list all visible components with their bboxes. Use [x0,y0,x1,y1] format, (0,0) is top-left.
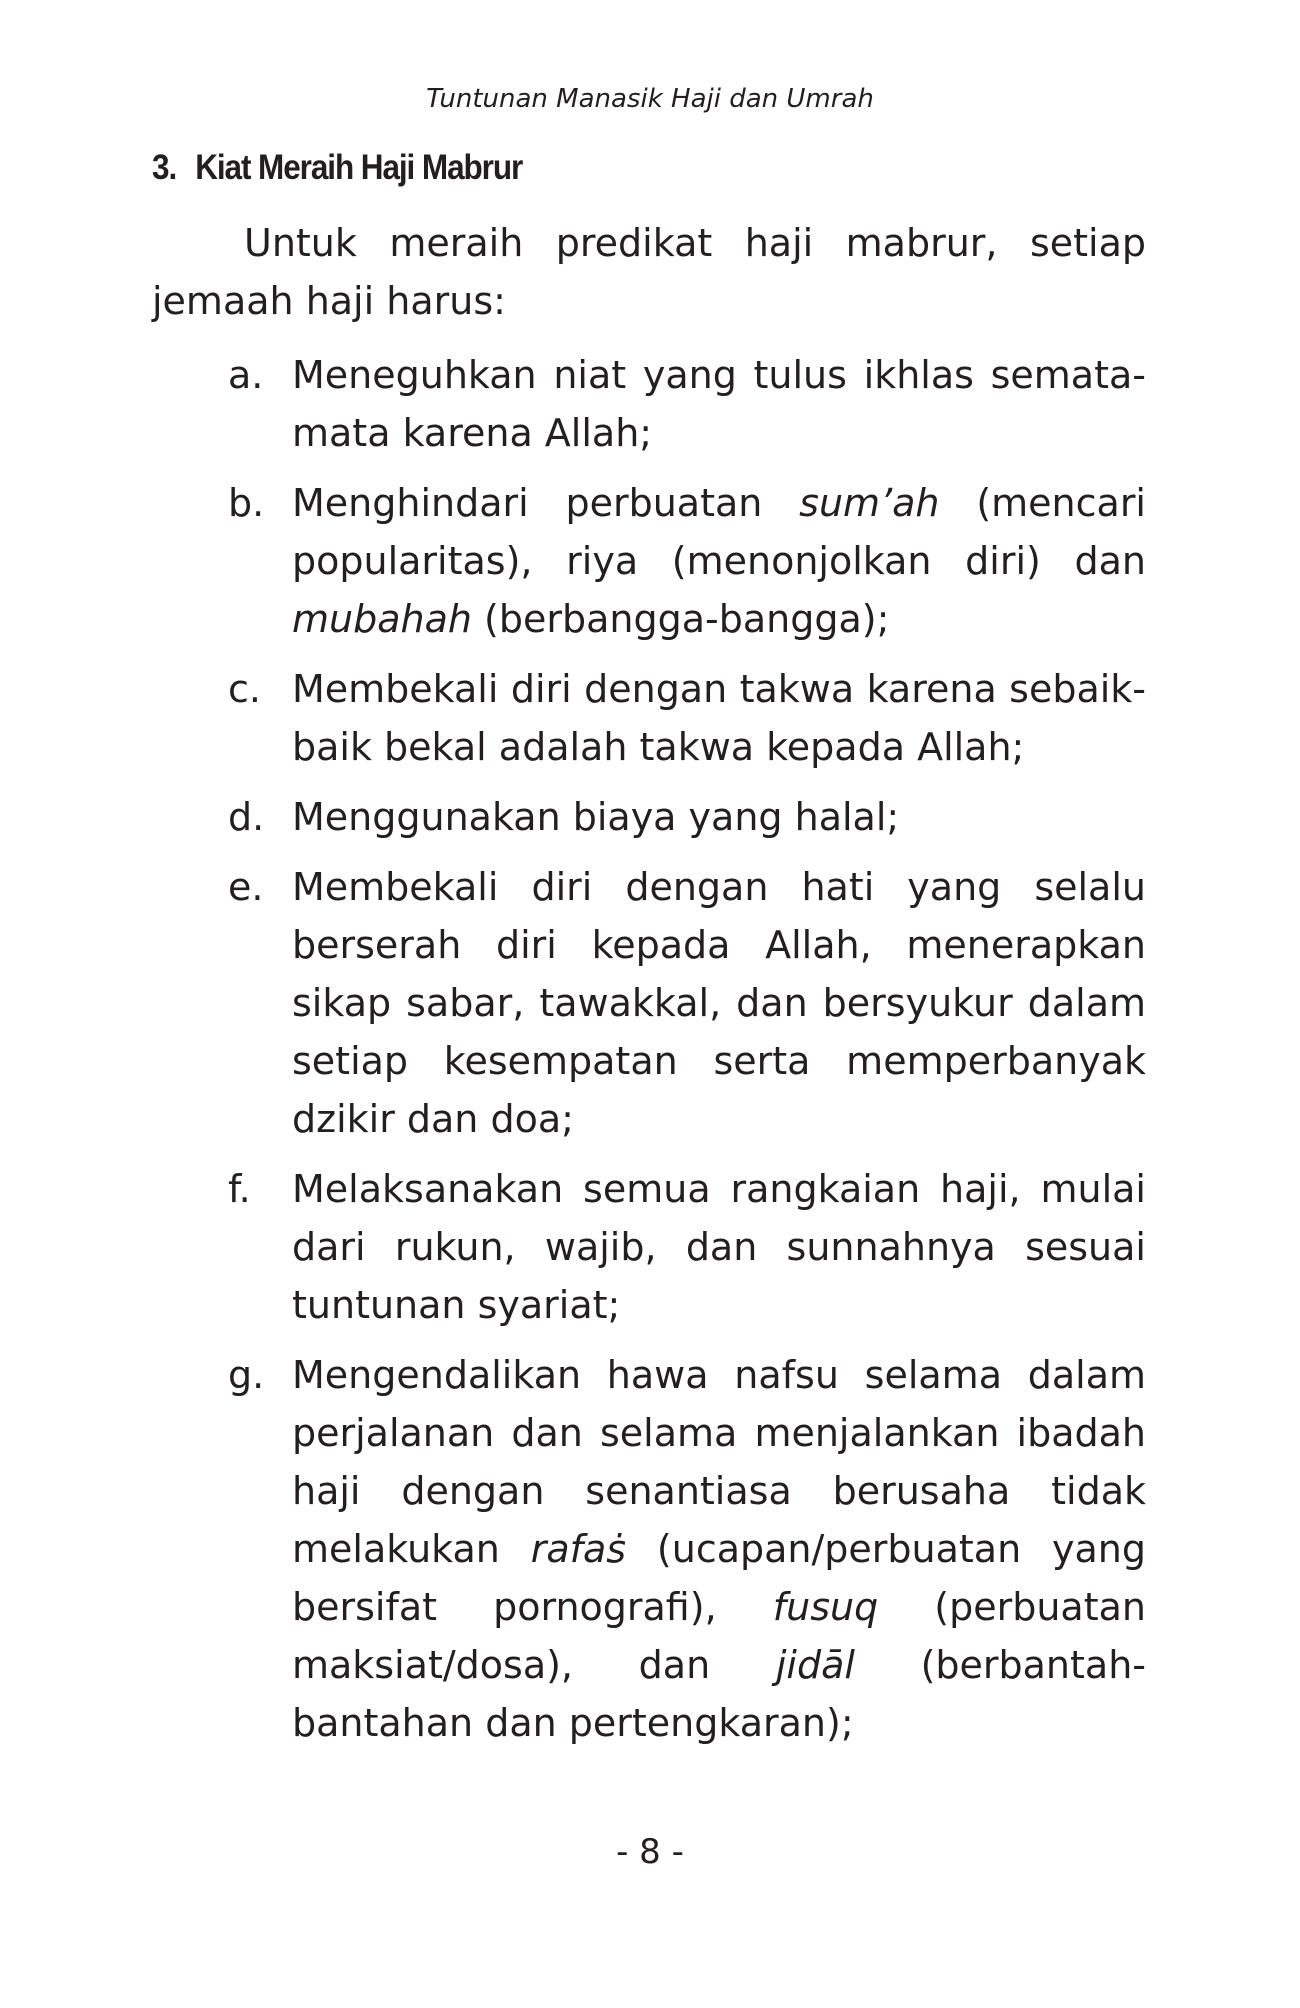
page-number: - 8 - [616,1832,684,1872]
item-text: Melaksanakan semua rangkaian haji, mulai dari rukun, wajib, dan sunnahnya sesuai tuntunan syariat; [292,1167,1146,1327]
section-heading [152,148,522,188]
item-text: Mengendalikan hawa nafsu selama dalam perjalanan dan selama menjalankan ibadah haji dengan senantiasa berusaha tidak melakukan rafaṡ (ucapan/perbuatan yang bersifat pornografi), fusuq (perbuatan maksiat/dosa), dan jidāl (berbantah-bantahan dan pertengkaran); [292,1353,1146,1745]
list-item [228,1160,1146,1334]
item-letter: f. [228,1167,251,1211]
list-item [228,1346,1146,1752]
item-text: Menggunakan biaya yang halal; [292,795,900,839]
item-text: Meneguhkan niat yang tulus ikhlas semata-mata karena Allah; [292,353,1146,455]
italic-term: fusuq [772,1585,879,1629]
item-text: Membekali diri dengan takwa karena sebaik-baik bekal adalah takwa kepada Allah; [292,667,1146,769]
list-item [228,858,1146,1148]
item-text: Membekali diri dengan hati yang selalu berserah diri kepada Allah, menerapkan sikap sabar, tawakkal, dan bersyukur dalam setiap kesempatan serta memperbanyak dzikir dan doa; [292,865,1146,1141]
italic-term: rafaṡ [530,1527,627,1571]
item-letter: e. [228,865,264,909]
italic-term: sum’ah [799,481,940,525]
requirement-list [228,346,1146,1764]
item-text: Menghindari perbuatan sum’ah (mencari popularitas), riya (menonjolkan diri) dan mubahah (berbangga-bangga); [292,481,1146,641]
intro-paragraph: Untuk meraih predikat haji mabrur, setiap jemaah haji harus: [152,221,1146,323]
italic-term: mubahah [292,597,472,641]
list-item [228,474,1146,648]
section-title: Kiat Meraih Haji Mabrur [195,148,523,187]
item-letter: c. [228,667,261,711]
list-item [228,788,1146,846]
item-letter: b. [228,481,265,525]
running-header: Tuntunan Manasik Haji dan Umrah [426,84,874,114]
list-item [228,660,1146,776]
italic-term: jidāl [775,1643,855,1687]
list-item [228,346,1146,462]
section-number: 3. [152,148,177,187]
item-letter: a. [228,353,264,397]
item-letter: d. [228,795,265,839]
item-letter: g. [228,1353,265,1397]
